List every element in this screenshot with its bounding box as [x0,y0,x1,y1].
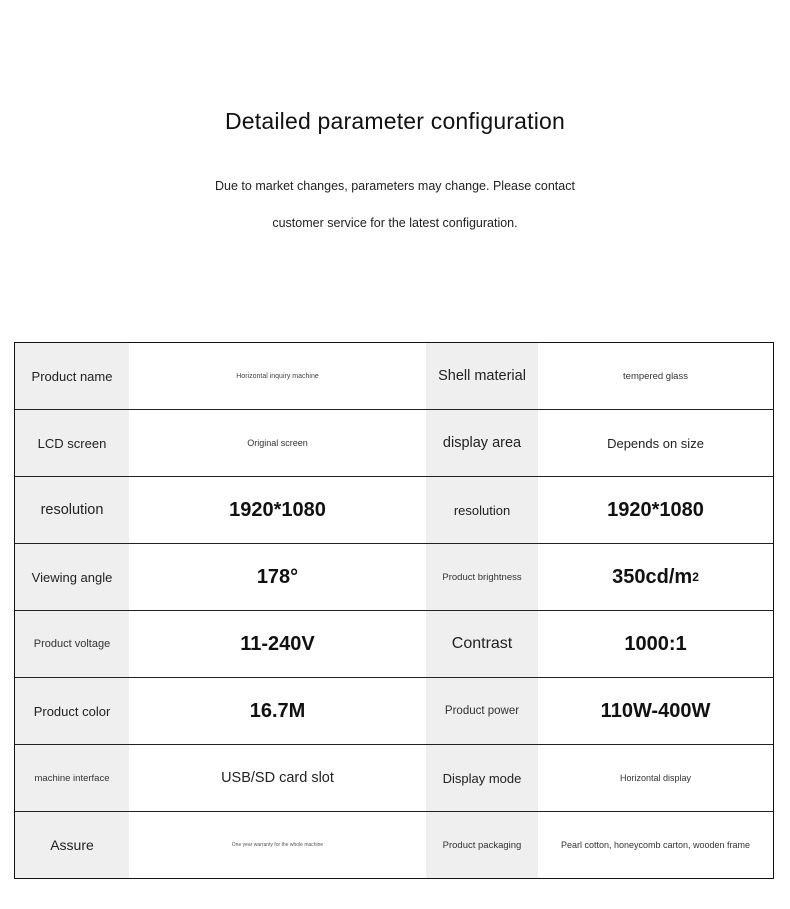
value-product-power: 110W-400W [538,678,773,744]
label-product-name: Product name [15,343,129,409]
label-display-area: display area [426,410,538,476]
value-product-voltage: 11-240V [129,611,426,677]
label-product-color: Product color [15,678,129,744]
table-row [15,343,773,410]
value-assure: One year warranty for the whole machine [129,812,426,878]
value-contrast: 1000:1 [538,611,773,677]
value-product-brightness-cell [538,544,773,610]
label-product-packaging: Product packaging [426,812,538,878]
value-viewing-angle: 178° [129,544,426,610]
value-resolution-left: 1920*1080 [129,477,426,543]
label-product-voltage: Product voltage [15,611,129,677]
value-shell-material: tempered glass [538,343,773,409]
value-product-brightness: 350cd/m [612,565,693,588]
table-row [15,544,773,611]
value-display-area: Depends on size [538,410,773,476]
label-resolution-left: resolution [15,477,129,543]
label-resolution-right: resolution [426,477,538,543]
label-product-power: Product power [426,678,538,744]
table-row [15,477,773,544]
spec-table [14,342,774,879]
label-viewing-angle: Viewing angle [15,544,129,610]
label-machine-interface: machine interface [15,745,129,811]
table-row [15,611,773,678]
subtitle-line-2: customer service for the latest configuration. [272,216,518,230]
table-row [15,678,773,745]
label-shell-material: Shell material [426,343,538,409]
value-machine-interface: USB/SD card slot [129,745,426,811]
table-row [15,812,773,878]
label-lcd-screen: LCD screen [15,410,129,476]
value-product-brightness-superscript: 2 [692,570,699,584]
page-title: Detailed parameter configuration [224,108,566,134]
value-lcd-screen: Original screen [129,410,426,476]
value-display-mode: Horizontal display [538,745,773,811]
label-product-brightness: Product brightness [426,544,538,610]
table-row [15,745,773,812]
table-row [15,410,773,477]
label-contrast: Contrast [426,611,538,677]
label-assure: Assure [15,812,129,878]
subtitle-line-1: Due to market changes, parameters may change. Please contact [215,179,575,193]
value-product-packaging: Pearl cotton, honeycomb carton, wooden frame [538,812,773,878]
value-product-color: 16.7M [129,678,426,744]
value-resolution-right: 1920*1080 [538,477,773,543]
label-display-mode: Display mode [426,745,538,811]
value-product-name: Horizontal inquiry machine [129,343,426,409]
